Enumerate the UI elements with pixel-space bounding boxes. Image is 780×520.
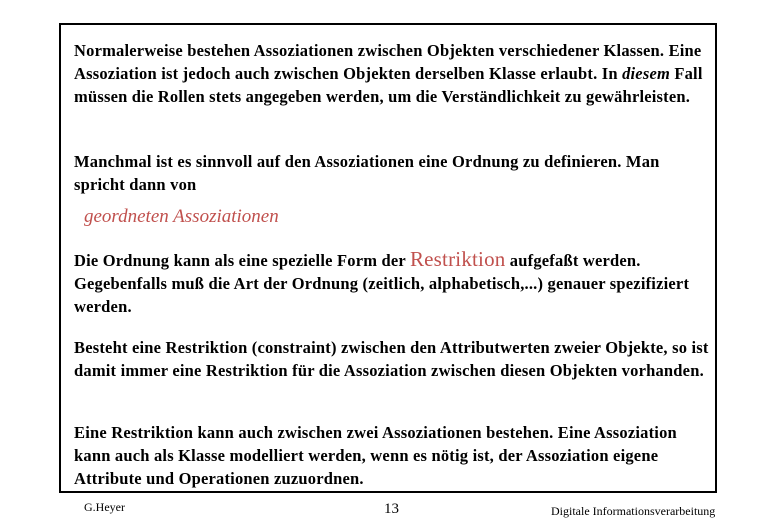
highlight-term: geordneten Assoziationen [84, 206, 279, 227]
footer-page-number: 13 [384, 501, 399, 517]
paragraph-association-class: Eine Restriktion kann auch zwischen zwei Assoziationen bestehen. Eine Assoziation kann auch als Klasse modelliert werden, wenn es nötig ist, der Assoziation eigene Attribute und Operationen zuzuordnen. [74, 423, 677, 488]
paragraph-restriction-form [74, 248, 714, 318]
paragraph-roles-text-b: Fall müssen die Rollen stets angegeben werden, um die Verständlichkeit zu gewährleisten. [74, 64, 703, 106]
emphasis-diesem: diesem [622, 64, 670, 83]
paragraph-constraint: Besteht eine Restriktion (constraint) zwischen den Attributwerten zweier Objekte, so ist damit immer eine Restriktion für die Assoziation zwischen diesen Objekten vorhanden. [74, 338, 709, 380]
paragraph-restriction-text-b: aufgefaßt werden. Gegebenfalls muß die Art der Ordnung (zeitlich, alphabetisch,...) genauer spezifiziert werden. [74, 251, 690, 316]
term-restriktion: Restriktion [409, 247, 506, 271]
paragraph-ordering: Manchmal ist es sinnvoll auf den Assoziationen eine Ordnung zu definieren. Man spricht dann von [74, 152, 660, 194]
paragraph-roles [74, 39, 714, 108]
paragraph-restriction-text-a: Die Ordnung kann als eine spezielle Form der [74, 251, 410, 270]
footer-author: G.Heyer [84, 500, 125, 514]
paragraph-roles-text-a: Normalerweise bestehen Assoziationen zwischen Objekten verschiedener Klassen. Eine Assoziation ist jedoch auch zwischen Objekten derselben Klasse erlaubt. In [74, 41, 702, 83]
footer-course: Digitale Informationsverarbeitung [551, 504, 716, 518]
